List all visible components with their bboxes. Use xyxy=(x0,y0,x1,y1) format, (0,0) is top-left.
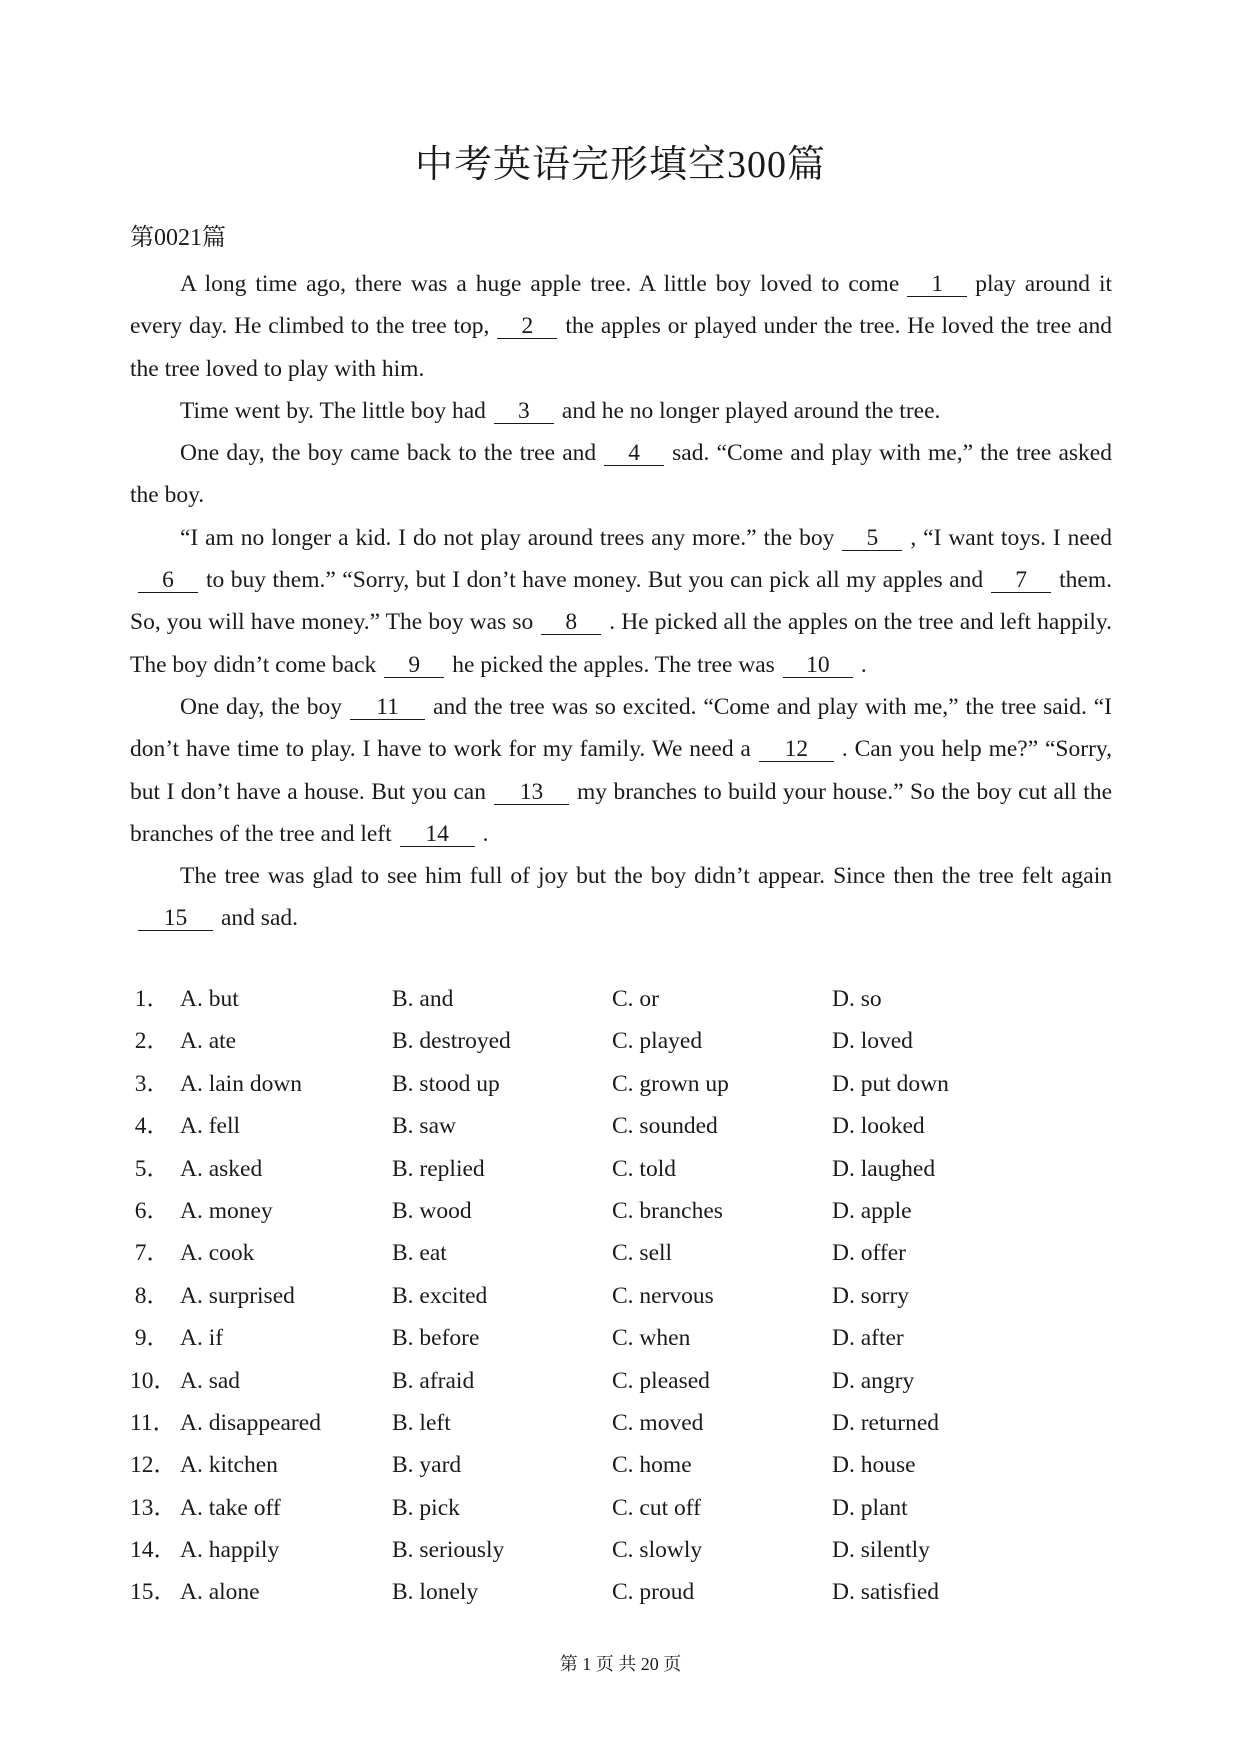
question-row xyxy=(130,1444,1112,1486)
option-d: D. after xyxy=(832,1325,904,1352)
answer-blank: 9 xyxy=(384,653,444,678)
option-d: D. put down xyxy=(832,1070,949,1097)
passage-text: One day, the boy came back to the tree and xyxy=(180,440,597,467)
passage-text: Time went by. The little boy had xyxy=(180,397,486,424)
question-number: 13． xyxy=(130,1494,177,1521)
question-number: 4． xyxy=(134,1113,170,1140)
answer-blank: 10 xyxy=(783,653,853,678)
option-c: C. moved xyxy=(612,1409,704,1436)
option-b: B. left xyxy=(392,1409,451,1436)
option-c: C. slowly xyxy=(612,1537,703,1564)
question-row xyxy=(130,1275,1112,1317)
question-number: 11． xyxy=(130,1409,177,1436)
option-d: D. laughed xyxy=(832,1155,936,1182)
passage-text: them. So, you will have money.” The boy was so xyxy=(130,567,1112,636)
option-b: B. stood up xyxy=(392,1070,500,1097)
option-a: A. kitchen xyxy=(180,1452,278,1479)
option-b: B. seriously xyxy=(392,1537,505,1564)
option-d: D. apple xyxy=(832,1197,912,1224)
question-number: 8． xyxy=(134,1282,170,1309)
answer-blank: 15 xyxy=(138,906,213,931)
option-a: A. cook xyxy=(180,1240,255,1267)
question-number: 3． xyxy=(134,1070,170,1097)
question-number: 14． xyxy=(130,1537,177,1564)
question-row xyxy=(130,978,1112,1020)
passage-text: “I am no longer a kid. I do not play around trees any more.” the boy xyxy=(180,524,835,551)
passage-text: The tree was glad to see him full of joy but the boy didn’t appear. Since then the tree felt again xyxy=(180,863,1112,890)
passage-text: . xyxy=(482,820,489,847)
question-row xyxy=(130,1020,1112,1062)
question-row xyxy=(130,1190,1112,1232)
option-a: A. if xyxy=(180,1325,224,1352)
answer-blank: 14 xyxy=(400,822,475,847)
answer-blank: 11 xyxy=(350,695,425,720)
question-row xyxy=(130,1063,1112,1105)
passage-text: . He picked all the apples on the tree and left happily. The boy didn’t come back xyxy=(130,609,1112,678)
option-b: B. afraid xyxy=(392,1367,475,1394)
option-b: B. replied xyxy=(392,1155,485,1182)
document-title: 中考英语完形填空300篇 xyxy=(414,144,826,186)
answer-blank: 2 xyxy=(497,314,557,339)
option-b: B. excited xyxy=(392,1282,488,1309)
option-a: A. alone xyxy=(180,1579,260,1606)
question-row xyxy=(130,1317,1112,1359)
option-b: B. lonely xyxy=(392,1579,479,1606)
question-number: 6． xyxy=(134,1197,170,1224)
option-b: B. before xyxy=(392,1325,480,1352)
option-b: B. eat xyxy=(392,1240,447,1267)
option-c: C. branches xyxy=(612,1197,723,1224)
passage-text: he picked the apples. The tree was xyxy=(452,651,775,678)
option-a: A. but xyxy=(180,986,239,1012)
question-row xyxy=(130,1529,1112,1571)
option-a: A. ate xyxy=(180,1028,237,1055)
passage-text: to buy them.” “Sorry, but I don’t have money. But you can pick all my apples and xyxy=(206,567,984,594)
passage-text: and sad. xyxy=(221,905,299,932)
answer-blank: 4 xyxy=(604,441,664,466)
option-b: B. saw xyxy=(392,1113,456,1140)
question-row xyxy=(130,1148,1112,1190)
passage-paragraph xyxy=(130,432,1112,517)
option-c: C. sell xyxy=(612,1240,673,1267)
question-number: 2． xyxy=(134,1028,170,1055)
option-a: A. sad xyxy=(180,1367,241,1394)
passage-paragraph xyxy=(130,686,1112,855)
answer-blank: 6 xyxy=(138,568,198,593)
option-d: D. silently xyxy=(832,1537,930,1564)
option-b: B. pick xyxy=(392,1494,460,1521)
option-a: A. surprised xyxy=(180,1282,295,1309)
answer-blank: 7 xyxy=(991,568,1051,593)
option-c: C. nervous xyxy=(612,1282,714,1309)
question-row xyxy=(130,1487,1112,1529)
passage-text: . xyxy=(860,651,867,678)
option-a: A. happily xyxy=(180,1537,280,1564)
passage-paragraph xyxy=(130,855,1112,940)
option-d: D. house xyxy=(832,1452,916,1479)
option-a: A. asked xyxy=(180,1155,263,1182)
question-number: 7． xyxy=(134,1240,170,1267)
answer-blank: 8 xyxy=(541,610,601,635)
passage-text: , “I want toys. I need xyxy=(910,524,1112,551)
question-number: 1． xyxy=(134,986,170,1012)
passage-text: and the tree was so excited. “Come and play with me,” the tree said. “I don’t have time to play. I have to work for my family. We need a xyxy=(130,693,1113,763)
answer-blank: 12 xyxy=(759,737,834,762)
answer-blank: 13 xyxy=(494,780,569,805)
answer-options-list xyxy=(130,978,1112,1614)
option-c: C. or xyxy=(612,986,659,1012)
option-b: B. destroyed xyxy=(392,1028,511,1055)
passage-text: play around it every day. He climbed to the tree top, xyxy=(130,271,1112,340)
passage-text: . Can you help me?” “Sorry, but I don’t have a house. But you can xyxy=(130,736,1112,805)
option-c: C. proud xyxy=(612,1579,695,1606)
option-c: C. told xyxy=(612,1155,676,1182)
passage-text: A long time ago, there was a huge apple tree. A little boy loved to come xyxy=(180,271,900,297)
option-d: D. so xyxy=(832,986,882,1012)
option-a: A. fell xyxy=(180,1113,241,1140)
passage-text: and he no longer played around the tree. xyxy=(561,397,941,424)
option-a: A. take off xyxy=(180,1494,281,1521)
option-d: D. sorry xyxy=(832,1282,910,1309)
question-row xyxy=(130,1232,1112,1274)
option-d: D. satisfied xyxy=(832,1579,940,1606)
option-b: B. wood xyxy=(392,1197,472,1224)
option-a: A. money xyxy=(180,1197,273,1224)
question-number: 9． xyxy=(134,1325,170,1352)
option-c: C. when xyxy=(612,1325,691,1352)
option-d: D. looked xyxy=(832,1113,925,1140)
option-d: D. returned xyxy=(832,1409,940,1436)
option-c: C. grown up xyxy=(612,1070,729,1097)
passage-text: One day, the boy xyxy=(180,693,343,720)
option-b: B. yard xyxy=(392,1452,462,1479)
option-c: C. home xyxy=(612,1452,692,1479)
answer-blank: 3 xyxy=(494,399,554,424)
passage-text: my branches to build your house.” So the boy cut all the branches of the tree and left xyxy=(130,778,1112,847)
passage-text: the apples or played under the tree. He loved the tree and the tree loved to play with him. xyxy=(130,313,1112,382)
option-d: D. plant xyxy=(832,1494,908,1521)
option-a: A. lain down xyxy=(180,1070,303,1097)
answer-blank: 1 xyxy=(907,272,967,297)
question-row xyxy=(130,1105,1112,1147)
option-a: A. disappeared xyxy=(180,1409,321,1436)
option-d: D. angry xyxy=(832,1367,915,1394)
passage-paragraph xyxy=(130,390,1112,432)
answer-blank: 5 xyxy=(842,526,902,551)
question-number: 12． xyxy=(130,1452,177,1479)
option-c: C. played xyxy=(612,1028,703,1055)
cloze-passage xyxy=(130,263,1112,940)
section-label: 第0021篇 xyxy=(130,225,226,251)
page-footer: 第 1 页 共 20 页 xyxy=(559,1654,682,1674)
question-row xyxy=(130,1360,1112,1402)
question-number: 15． xyxy=(130,1579,177,1606)
passage-text: sad. “Come and play with me,” the tree asked the boy. xyxy=(130,440,1112,509)
question-number: 5． xyxy=(134,1155,170,1182)
question-row xyxy=(130,1402,1112,1444)
passage-paragraph xyxy=(130,517,1112,686)
question-number: 10． xyxy=(130,1367,177,1394)
option-c: C. sounded xyxy=(612,1113,718,1140)
option-b: B. and xyxy=(392,986,454,1012)
question-row xyxy=(130,1571,1112,1613)
passage-paragraph xyxy=(130,263,1112,390)
option-c: C. pleased xyxy=(612,1367,710,1394)
option-d: D. loved xyxy=(832,1028,913,1055)
option-c: C. cut off xyxy=(612,1494,701,1521)
option-d: D. offer xyxy=(832,1240,906,1267)
